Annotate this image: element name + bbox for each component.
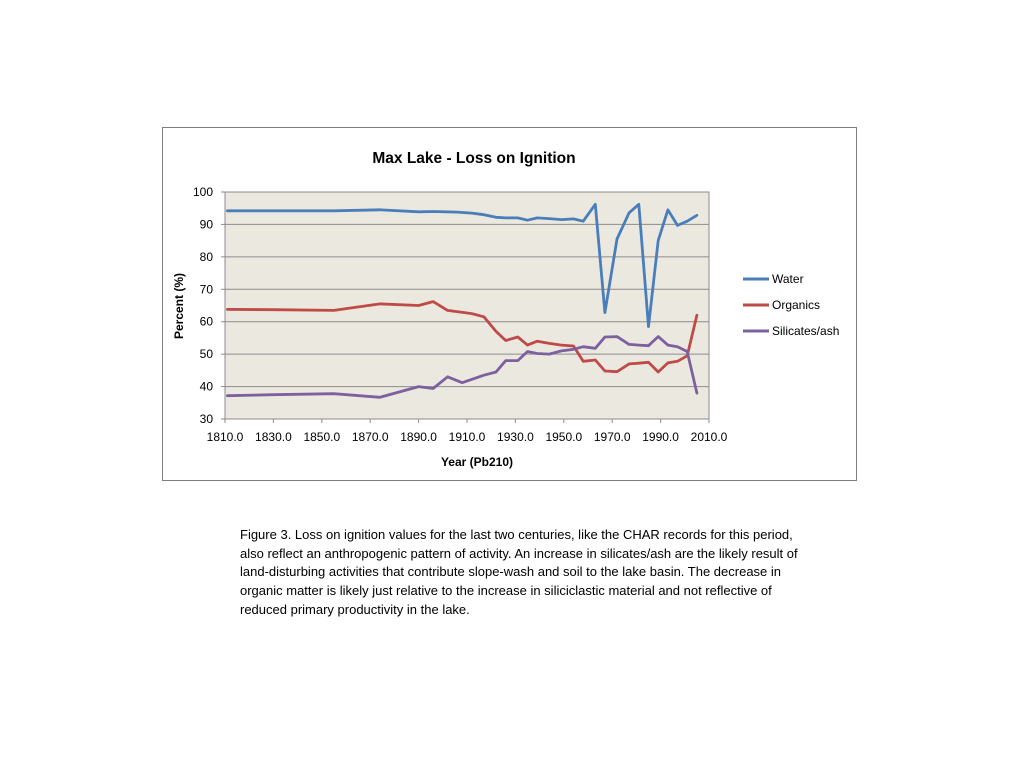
x-tick-label: 1970.0 xyxy=(593,430,631,444)
x-tick-label: 1950.0 xyxy=(545,430,583,444)
x-tick-label: 1830.0 xyxy=(255,430,292,444)
x-tick-label: 2010.0 xyxy=(690,430,728,444)
y-tick-label: 60 xyxy=(199,314,213,329)
y-tick-label: 80 xyxy=(199,249,213,264)
line-chart xyxy=(163,128,858,482)
figure-caption: Figure 3. Loss on ignition values for the last two centuries, like the CHAR records for this period, also reflect an anthropogenic pattern of activity. An increase in silicates/ash are the likely result of land-disturbing activities that contribute slope-wash and soil to the lake basin. The decrease in organic matter is likely just relative to the increase in siliciclastic material and not reflective of reduced primary productivity in the lake. xyxy=(240,527,798,617)
y-tick-label: 50 xyxy=(199,347,213,362)
y-axis-label: Percent (%) xyxy=(172,272,186,340)
y-tick-label: 90 xyxy=(199,217,213,232)
y-tick-label: 30 xyxy=(199,412,213,426)
y-tick-label: 70 xyxy=(199,282,213,297)
chart-title: Max Lake - Loss on Ignition xyxy=(372,150,576,167)
chart-frame xyxy=(162,127,857,481)
legend xyxy=(743,272,839,338)
legend-label-silicates-ash: Silicates/ash xyxy=(772,324,840,338)
x-tick-label: 1990.0 xyxy=(642,430,679,444)
y-tick-label: 100 xyxy=(192,185,213,199)
x-tick-label: 1890.0 xyxy=(400,430,437,444)
x-tick-label: 1850.0 xyxy=(303,430,341,444)
plot-area xyxy=(225,192,709,419)
x-tick-label: 1910.0 xyxy=(448,430,486,444)
legend-label-water: Water xyxy=(772,272,804,286)
legend-label-organics: Organics xyxy=(772,298,821,312)
x-tick-label: 1870.0 xyxy=(351,430,389,444)
x-tick-label: 1810.0 xyxy=(206,430,244,444)
x-axis-label: Year (Pb210) xyxy=(440,455,514,469)
x-tick-label: 1930.0 xyxy=(497,430,534,444)
y-tick-label: 40 xyxy=(199,379,213,394)
